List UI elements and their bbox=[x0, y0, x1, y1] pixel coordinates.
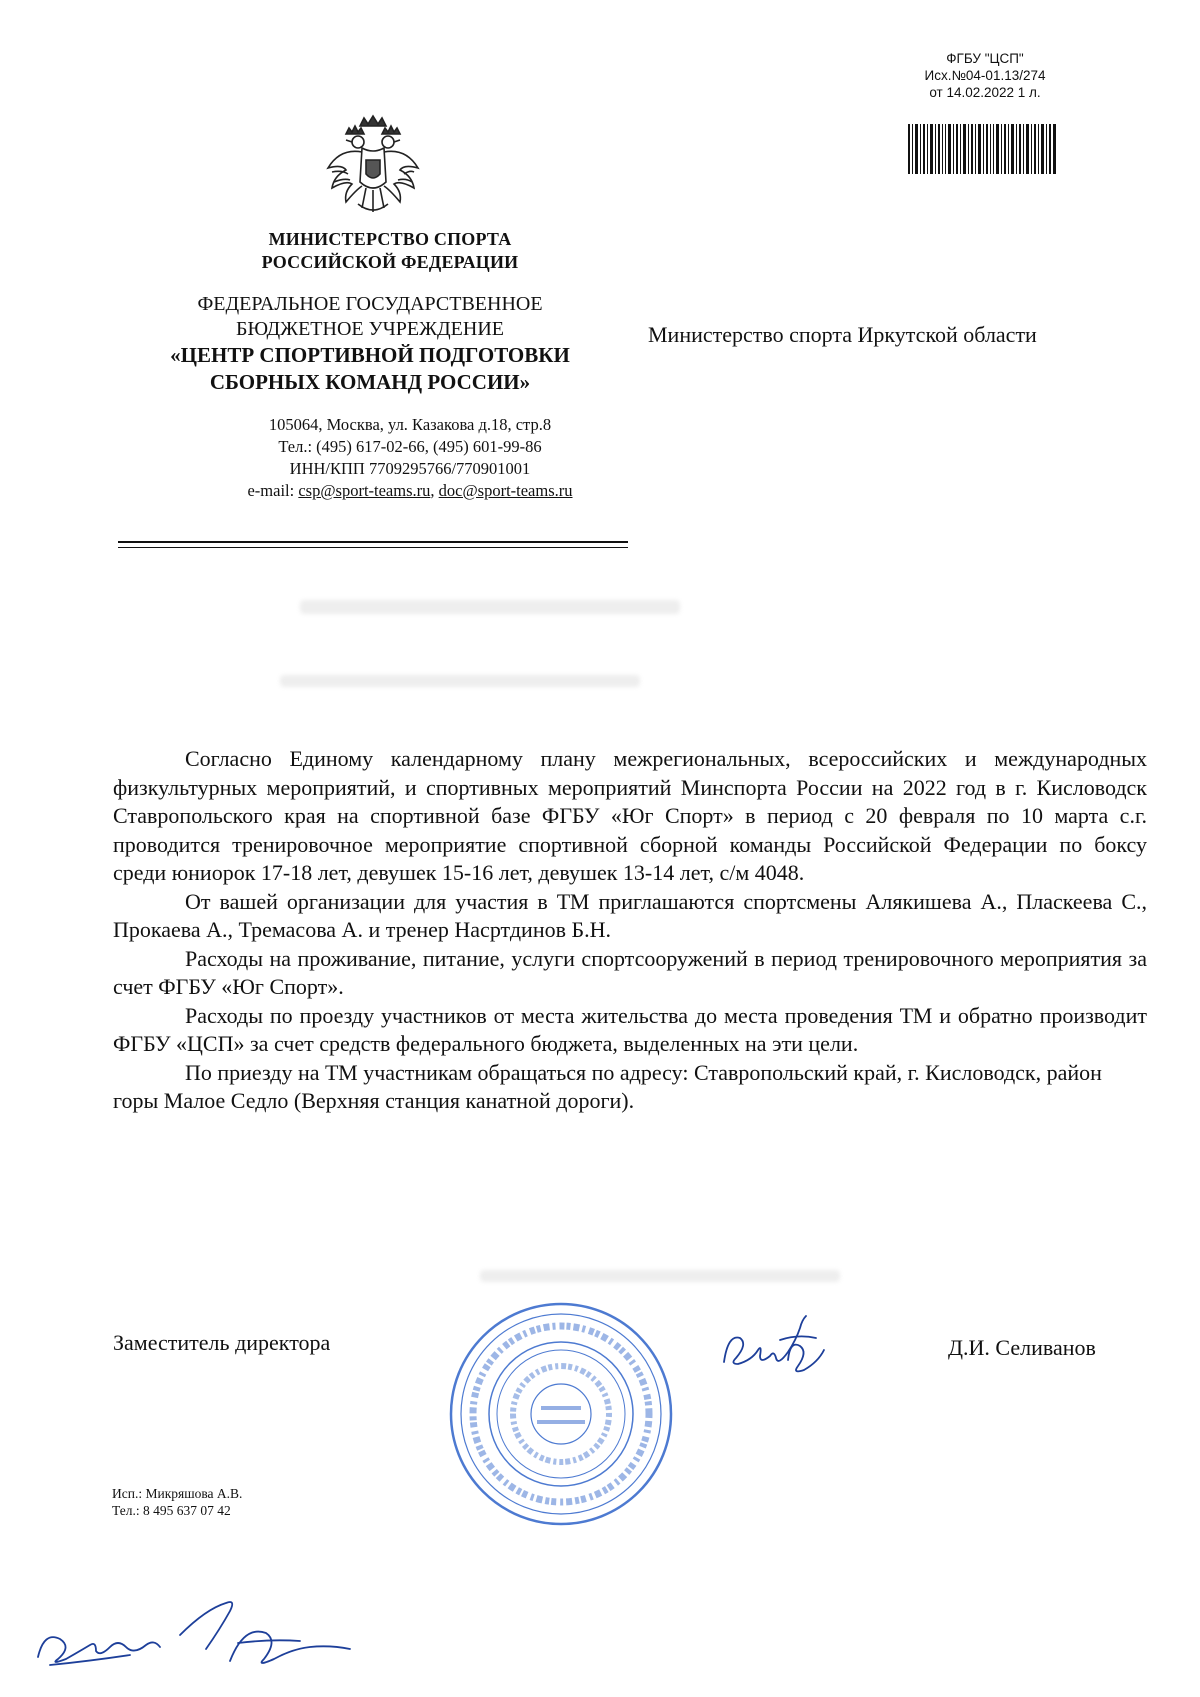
coat-of-arms-icon bbox=[318, 112, 428, 222]
org-line-2: БЮДЖЕТНОЕ УЧРЕЖДЕНИЕ bbox=[235, 318, 505, 340]
executor-name: Исп.: Микряшова А.В. bbox=[112, 1486, 243, 1501]
org-type bbox=[100, 292, 640, 342]
letterhead bbox=[100, 228, 640, 502]
ministry-line-2: РОССИЙСКОЙ ФЕДЕРАЦИИ bbox=[261, 252, 519, 272]
body-paragraph-5: По приезду на ТМ участникам обращаться по адресу: Ставропольский край, г. Кисловодск, район горы Малое Седло (Верхняя станция канатной дороги). bbox=[113, 1059, 1102, 1113]
email-link-doc[interactable]: doc@sport-teams.ru bbox=[438, 481, 573, 500]
org-email bbox=[180, 480, 640, 502]
executor-phone: Тел.: 8 495 637 07 42 bbox=[112, 1503, 231, 1518]
email-link-csp[interactable]: csp@sport-teams.ru bbox=[298, 481, 431, 500]
org-inn: ИНН/КПП 7709295766/770901001 bbox=[289, 459, 531, 478]
body-paragraph-2: От вашей организации для участия в ТМ приглашаются спортсмены Алякишева А., Пласкеева С., Прокаева А., Тремасова А. и тренер Насртдинов Б.Н. bbox=[113, 888, 1147, 942]
ministry-line-1: МИНИСТЕРСТВО СПОРТА bbox=[268, 229, 512, 249]
approval-signatures-icon bbox=[30, 1595, 390, 1675]
registration-number: Исх.№04-01.13/274 bbox=[924, 68, 1046, 83]
body-paragraph-3: Расходы на проживание, питание, услуги спортсооружений в период тренировочного мероприятия за счет ФГБУ «Юг Спорт». bbox=[113, 945, 1147, 999]
org-name bbox=[100, 342, 640, 396]
barcode-icon bbox=[908, 124, 1056, 174]
scan-smudge bbox=[280, 675, 640, 687]
scan-smudge bbox=[480, 1270, 840, 1282]
registration-org: ФГБУ "ЦСП" bbox=[946, 51, 1024, 66]
email-separator: , bbox=[430, 481, 439, 500]
signatory-name: Д.И. Селиванов bbox=[948, 1335, 1096, 1360]
org-phone: Тел.: (495) 617-02-66, (495) 601-99-86 bbox=[278, 437, 542, 456]
executor-info bbox=[112, 1485, 242, 1519]
handwritten-signature-icon bbox=[718, 1310, 838, 1380]
body-paragraph-1: Согласно Единому календарному плану межрегиональных, всероссийских и международных физкультурных мероприятий, и спортивных мероприятий Минспорта России на 2022 год в г. Кисловодск Ставропольского края на спортивной базе ФГБУ «Юг Спорт» в период с 20 февраля по 10 марта с.г. проводится тренировочное мероприятие спортивной сборной команды Российской Федерации по боксу среди юниорок 17-18 лет, девушек 15-16 лет, девушек 13-14 лет, с/м 4048. bbox=[113, 746, 1147, 885]
org-address: 105064, Москва, ул. Казакова д.18, стр.8 bbox=[268, 415, 552, 434]
header-rule-thin bbox=[118, 547, 628, 548]
signatory-title: Заместитель директора bbox=[113, 1330, 331, 1355]
email-label: e-mail: bbox=[247, 481, 299, 500]
body-paragraph-4: Расходы по проезду участников от места жительства до места проведения ТМ и обратно производит ФГБУ «ЦСП» за счет средств федерального бюджета, выделенных на эти цели. bbox=[113, 1002, 1147, 1056]
ministry-name bbox=[140, 228, 640, 274]
registration-date: от 14.02.2022 1 л. bbox=[929, 85, 1041, 100]
org-contacts bbox=[180, 414, 640, 502]
org-line-3: «ЦЕНТР СПОРТИВНОЙ ПОДГОТОВКИ bbox=[170, 343, 570, 367]
letter-body bbox=[113, 745, 1147, 1116]
registration-block bbox=[890, 50, 1080, 101]
official-stamp-icon bbox=[445, 1298, 677, 1530]
header-rule-thick bbox=[118, 541, 628, 543]
org-line-1: ФЕДЕРАЛЬНОЕ ГОСУДАРСТВЕННОЕ bbox=[197, 293, 543, 315]
org-line-4: СБОРНЫХ КОМАНД РОССИИ» bbox=[209, 370, 531, 394]
recipient: Министерство спорта Иркутской области bbox=[648, 322, 1037, 347]
scan-smudge bbox=[300, 600, 680, 614]
